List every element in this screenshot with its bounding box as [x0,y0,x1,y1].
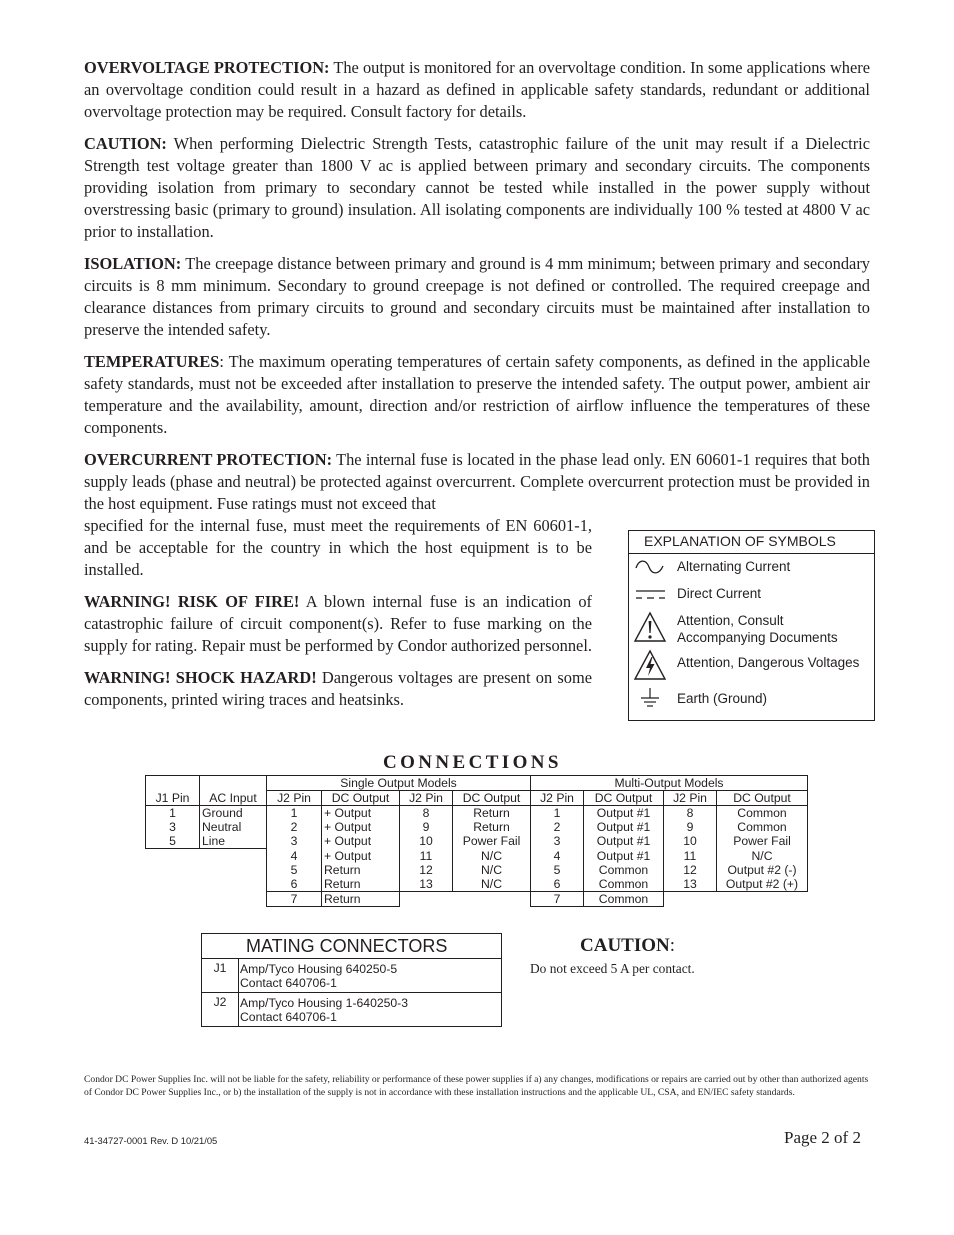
table-cell [664,892,717,907]
table-cell: + Output [322,806,400,821]
overcurrent-paragraph [84,449,870,515]
table-cell: Return [322,863,400,877]
table-cell: 2 [531,820,584,834]
mating-connectors-table [201,933,502,1027]
table-cell: Return [322,892,400,907]
symbols-legend-title: EXPLANATION OF SYMBOLS [629,531,874,554]
overcurrent-text: The internal fuse is located in the phase lead only. EN 60601-1 requires that both supply leads (phase and neutral) be protected against overcurrent. Complete overcurrent protection must be provided in the host equipment. Fuse ratings must not exceed that [84,450,870,513]
table-cell: 6 [267,877,322,892]
liability-disclaimer: Condor DC Power Supplies Inc. will not be liable for the safety, reliability or performance of these power supplies if a) any changes, modifications or repairs are carried out by other than authorized agents of Condor DC Power Supplies Inc., or b) the installation of the supply is not in accordance with these installation instructions and the applicable UL, CSA, and EN/IEC safety standards. [84,1074,869,1098]
column-header: J2 Pin [664,791,717,806]
column-header: DC Output [584,791,664,806]
attention-triangle-icon [633,611,667,647]
dc-icon [633,585,667,609]
mating-housing: Amp/Tyco Housing 1-640250-3 [240,996,409,1010]
table-cell: 11 [664,849,717,864]
table-cell: 1 [531,806,584,821]
mating-row-label: J2 [202,993,239,1026]
earth-ground-icon [633,687,667,715]
column-header-row [146,791,808,806]
table-cell [400,892,453,907]
table-cell: N/C [717,849,808,864]
mating-contact: Contact 640706-1 [240,1010,337,1024]
table-cell: 4 [531,849,584,864]
table-cell: Power Fail [717,834,808,849]
table-cell [200,863,267,877]
column-header: AC Input [200,791,267,806]
table-cell [200,892,267,907]
table-cell: Neutral [200,820,267,834]
table-cell: Output #1 [584,849,664,864]
table-cell: Power Fail [453,834,531,849]
column-header: J2 Pin [531,791,584,806]
table-cell: 3 [267,834,322,849]
table-cell: Return [453,820,531,834]
table-cell: 10 [664,834,717,849]
symbol-label-dc: Direct Current [677,586,762,601]
table-cell [146,892,200,907]
symbols-legend [628,530,875,721]
column-header: J2 Pin [267,791,322,806]
column-header: J2 Pin [400,791,453,806]
table-cell: 3 [146,820,200,834]
table-cell: N/C [453,863,531,877]
table-cell: + Output [322,820,400,834]
table-cell: Common [717,806,808,821]
shock-warning-paragraph [84,667,592,711]
table-cell: Ground [200,806,267,821]
shock-warning-heading: WARNING! SHOCK HAZARD! [84,668,317,687]
table-cell [717,892,808,907]
overcurrent-text-continued: specified for the internal fuse, must meet the requirements of EN 60601-1, and be acceptable for the country in which the host equipment is to be installed. [84,516,592,579]
table-cell: N/C [453,849,531,864]
table-cell: 2 [267,820,322,834]
table-cell: Common [584,877,664,892]
table-cell: 9 [664,820,717,834]
overcurrent-continued [84,515,592,581]
table-cell [200,849,267,864]
table-cell: 11 [400,849,453,864]
contact-caution-heading [580,935,675,957]
table-cell: Output #1 [584,806,664,821]
table-row [146,877,808,892]
fire-warning-paragraph [84,591,592,657]
contact-caution-text: Do not exceed 5 A per contact. [530,961,695,976]
table-cell: + Output [322,849,400,864]
fire-warning-heading: WARNING! RISK OF FIRE! [84,592,300,611]
document-number: 41-34727-0001 Rev. D 10/21/05 [84,1135,218,1146]
overvoltage-text: The output is monitored for an overvoltage condition. In some applications where an overvoltage condition could result in a hazard as defined in applicable safety standards, redundant or additional overvoltage protection may be required. Consult factory for details. [84,58,870,121]
mating-connectors-title: MATING CONNECTORS [202,934,501,959]
table-cell: Return [453,806,531,821]
table-cell: 5 [146,834,200,849]
table-cell [146,849,200,864]
contact-caution-heading-text: CAUTION [580,935,670,956]
table-cell [146,863,200,877]
table-cell: 7 [531,892,584,907]
table-cell [453,892,531,907]
isolation-heading: ISOLATION: [84,254,182,273]
mating-row-label: J1 [202,959,239,992]
table-cell: Return [322,877,400,892]
table-cell: Common [584,892,664,907]
symbol-label-earth: Earth (Ground) [677,691,768,706]
table-cell: 5 [531,863,584,877]
group-header-row [146,776,808,791]
lightning-triangle-icon [633,649,667,685]
table-cell: + Output [322,834,400,849]
column-header: DC Output [453,791,531,806]
mating-contact: Contact 640706-1 [240,976,337,990]
table-cell: 1 [267,806,322,821]
table-cell: 13 [400,877,453,892]
table-row [146,892,808,907]
connections-body [146,806,808,907]
symbol-label-attention-line-1: Attention, Consult [677,613,784,628]
table-cell: 1 [146,806,200,821]
fire-warning-text: A blown internal fuse is an indication of catastrophic failure of circuit component(s). Refer to fuse marking on the supply for rating. Repair must be performed by Condor authorized personnel. [84,592,592,655]
mating-row-value [240,996,408,1024]
mating-row-value [240,962,397,990]
table-cell: 4 [267,849,322,864]
table-cell: 12 [400,863,453,877]
caution-paragraph [84,133,870,243]
table-cell: 8 [400,806,453,821]
table-row [146,820,808,834]
table-cell: 13 [664,877,717,892]
overvoltage-paragraph [84,57,870,123]
table-cell: N/C [453,877,531,892]
symbol-label-attention [677,612,838,646]
table-cell: Common [717,820,808,834]
single-output-header: Single Output Models [267,776,531,791]
table-cell: Output #1 [584,820,664,834]
column-header: DC Output [717,791,808,806]
ac-sine-icon [633,557,667,581]
symbol-label-ac: Alternating Current [677,559,791,574]
temperatures-heading: TEMPERATURES [84,352,220,371]
isolation-paragraph [84,253,870,341]
caution-text: When performing Dielectric Strength Tests, catastrophic failure of the unit may result if a Dielectric Strength test voltage greater than 1800 V ac is applied between primary and secondary circuits. The components providing isolation from primary to secondary cannot be tested while installed in the power supply without overstressing basic (primary to ground) insulation. All isolating components are individually 100 % tested at 4800 V ac prior to installation. [84,134,870,241]
table-cell: 5 [267,863,322,877]
connections-title: CONNECTIONS [383,752,562,773]
shock-warning-text: Dangerous voltages are present on some components, printed wiring traces and heatsinks. [84,668,592,709]
table-cell: Output #2 (-) [717,863,808,877]
symbol-label-attention-line-2: Accompanying Documents [677,630,838,645]
page-number: Page 2 of 2 [784,1128,861,1147]
connections-table [145,775,808,907]
table-cell: 12 [664,863,717,877]
caution-heading: CAUTION: [84,134,167,153]
table-cell: Common [584,863,664,877]
temperatures-paragraph [84,351,870,439]
contact-caution-colon: : [669,935,676,956]
overcurrent-heading: OVERCURRENT PROTECTION: [84,450,333,469]
table-row [146,863,808,877]
table-cell: Output #1 [584,834,664,849]
table-cell: 3 [531,834,584,849]
mating-row [202,959,501,993]
table-cell [200,877,267,892]
symbol-label-dangerous-voltage: Attention, Dangerous Voltages [677,655,860,670]
table-cell: 9 [400,820,453,834]
column-header: DC Output [322,791,400,806]
multi-output-header: Multi-Output Models [531,776,808,791]
table-cell: 8 [664,806,717,821]
mating-row [202,993,501,1026]
table-cell: 10 [400,834,453,849]
table-cell [146,877,200,892]
column-header: J1 Pin [146,791,200,806]
temperatures-text: : The maximum operating temperatures of certain safety components, as defined in the applicable safety standards, must not be exceeded after installation to preserve the intended safety. The output power, ambient air temperature and the availability, amount, direction and/or restriction of airflow influence the temperatures of these components. [84,352,870,437]
overvoltage-heading: OVERVOLTAGE PROTECTION: [84,58,330,77]
table-row [146,834,808,849]
isolation-text: The creepage distance between primary and ground is 4 mm minimum; between primary and secondary circuits is 8 mm minimum. Secondary to ground creepage is not defined or controlled. The required creepage and clearance distances from primary circuits to ground and secondary circuits must be maintained after installation to preserve the intended safety. [84,254,870,339]
table-cell: Output #2 (+) [717,877,808,892]
table-row [146,849,808,864]
table-cell: 6 [531,877,584,892]
table-row [146,806,808,821]
table-cell: 7 [267,892,322,907]
table-cell: Line [200,834,267,849]
mating-housing: Amp/Tyco Housing 640250-5 [240,962,398,976]
